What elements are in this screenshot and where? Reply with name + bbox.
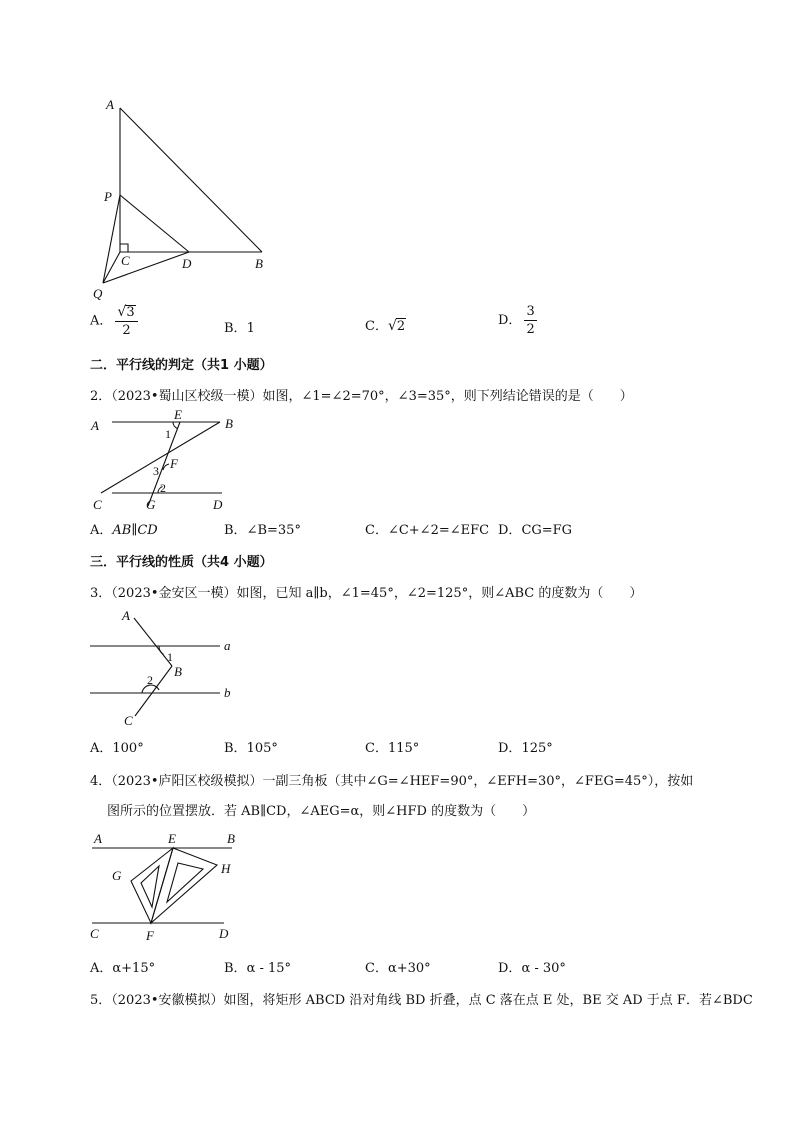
q4-label-d: D xyxy=(219,926,229,941)
q2-option-b[interactable] xyxy=(224,519,301,538)
q2-label-g: G xyxy=(146,497,156,512)
q3-label-2: 2 xyxy=(147,673,153,687)
q2-label-1: 1 xyxy=(165,427,171,441)
q3-option-b-text: 105° xyxy=(246,741,278,756)
q1-option-d[interactable] xyxy=(498,305,537,336)
q4-stem-line-1: 4．（2023•庐阳区校级模拟）一副三角板（其中∠G=∠HEF=90°，∠EFH=30°，∠FEG=45°），按如 xyxy=(90,774,694,789)
q3-option-c[interactable] xyxy=(365,737,419,756)
q3-option-d-text: 125° xyxy=(521,741,553,756)
q2-stem: 2．（2023•蜀山区校级一模）如图，∠1=∠2=70°，∠3=35°，则下列结论错误的是（ ） xyxy=(90,389,633,404)
q2-option-c-text: ∠C+∠2=∠EFC xyxy=(387,523,490,538)
q4-figure xyxy=(0,825,794,950)
q4-label-h: H xyxy=(221,861,231,876)
q3-label-line-b: b xyxy=(224,685,231,700)
section-3-title: 三．平行线的性质（共4 小题） xyxy=(90,555,273,570)
q1-label-p: P xyxy=(104,189,112,204)
q5-stem: 5．（2023•安徽模拟）如图，将矩形 ABCD 沿对角线 BD 折叠，点 C 落在点 E 处，BE 交 AD 于点 F．若∠BDC xyxy=(90,993,753,1008)
q4-label-e: E xyxy=(168,831,176,846)
q3-option-c-text: 115° xyxy=(387,741,420,756)
q4-option-d-text: α - 30° xyxy=(521,961,566,976)
q1-label-b: B xyxy=(255,256,263,271)
q2-option-a-text: AB∥CD xyxy=(112,523,158,538)
q1-option-b[interactable] xyxy=(224,317,255,336)
q1-option-b-label: B． xyxy=(224,321,247,336)
q4-option-c[interactable] xyxy=(365,957,431,976)
q2-option-b-text: ∠B=35° xyxy=(246,523,301,538)
q4-option-c-label: C． xyxy=(365,961,388,976)
q4-option-a-label: A． xyxy=(90,961,113,976)
q2-label-d: D xyxy=(213,497,223,512)
q3-stem: 3．（2023•金安区一模）如图，已知 a∥b，∠1=45°，∠2=125°，则∠ABC 的度数为（ ） xyxy=(90,586,643,601)
q4-option-d-label: D． xyxy=(498,961,522,976)
q1-option-d-label: D． xyxy=(498,313,522,328)
q1-option-a-radicand: 3 xyxy=(126,305,135,320)
q3-option-d-label: D． xyxy=(498,741,522,756)
q2-label-2: 2 xyxy=(160,481,166,495)
q1-option-a-denominator: 2 xyxy=(122,323,131,338)
q2-figure xyxy=(0,400,794,520)
q3-option-a-label: A． xyxy=(90,741,113,756)
q1-label-c: C xyxy=(121,253,130,268)
q3-option-b-label: B． xyxy=(224,741,247,756)
q3-option-d[interactable] xyxy=(498,737,553,756)
q1-option-c-label: C． xyxy=(365,319,388,334)
q2-label-f: F xyxy=(170,456,178,471)
q4-option-a-text: α+15° xyxy=(112,961,156,976)
q4-option-d[interactable] xyxy=(498,957,566,976)
q4-option-b-label: B． xyxy=(224,961,247,976)
q1-option-d-numerator: 3 xyxy=(526,304,535,319)
q1-option-d-denominator: 2 xyxy=(526,322,535,337)
q2-label-3: 3 xyxy=(153,464,159,478)
q4-label-a: A xyxy=(94,831,102,846)
q4-label-g: G xyxy=(112,868,122,883)
q4-stem-line-2: 图所示的位置摆放．若 AB∥CD，∠AEG=α，则∠HFD 的度数为（ ） xyxy=(107,804,536,819)
q3-label-1: 1 xyxy=(167,650,173,664)
q4-label-c: C xyxy=(90,926,99,941)
q3-label-b-point: B xyxy=(174,664,182,679)
q3-option-a[interactable] xyxy=(90,737,144,756)
q3-figure xyxy=(0,600,794,730)
q2-option-c-label: C． xyxy=(365,523,388,538)
q4-option-b-text: α - 15° xyxy=(246,961,292,976)
q3-label-a: A xyxy=(122,608,130,623)
q3-option-c-label: C． xyxy=(365,741,388,756)
q4-label-b: B xyxy=(227,831,235,846)
q3-option-a-text: 100° xyxy=(112,741,144,756)
q2-option-d[interactable] xyxy=(498,519,572,538)
section-2-title: 二．平行线的判定（共1 小题） xyxy=(90,358,273,373)
q2-label-c: C xyxy=(93,497,102,512)
q4-label-f: F xyxy=(146,928,154,943)
q2-label-a: A xyxy=(91,418,99,433)
q2-option-b-label: B． xyxy=(224,523,247,538)
q2-option-d-text: CG=FG xyxy=(521,523,573,538)
q3-label-c: C xyxy=(124,713,133,728)
q2-option-a-label: A． xyxy=(90,523,113,538)
q1-label-d: D xyxy=(182,256,192,271)
q1-label-a: A xyxy=(106,97,114,112)
q3-label-line-a: a xyxy=(224,638,231,653)
q2-option-a[interactable] xyxy=(90,519,158,538)
q2-label-e: E xyxy=(174,407,182,422)
q1-option-a[interactable]: A． $\frac{√3}{2}$ xyxy=(90,305,138,337)
q4-option-b[interactable] xyxy=(224,957,291,976)
q1-option-b-text: 1 xyxy=(246,321,255,336)
q4-option-a[interactable] xyxy=(90,957,155,976)
q1-label-q: Q xyxy=(93,286,103,301)
q1-option-c[interactable]: C．√2 xyxy=(365,318,406,334)
q1-option-c-radicand: 2 xyxy=(396,319,406,334)
q2-option-d-label: D． xyxy=(498,523,522,538)
q3-option-b[interactable] xyxy=(224,737,278,756)
q4-option-c-text: α+30° xyxy=(387,961,431,976)
q2-option-c[interactable] xyxy=(365,519,489,538)
q1-figure xyxy=(0,0,794,340)
q2-label-b: B xyxy=(225,416,233,431)
q1-option-a-label: A． xyxy=(90,313,113,329)
